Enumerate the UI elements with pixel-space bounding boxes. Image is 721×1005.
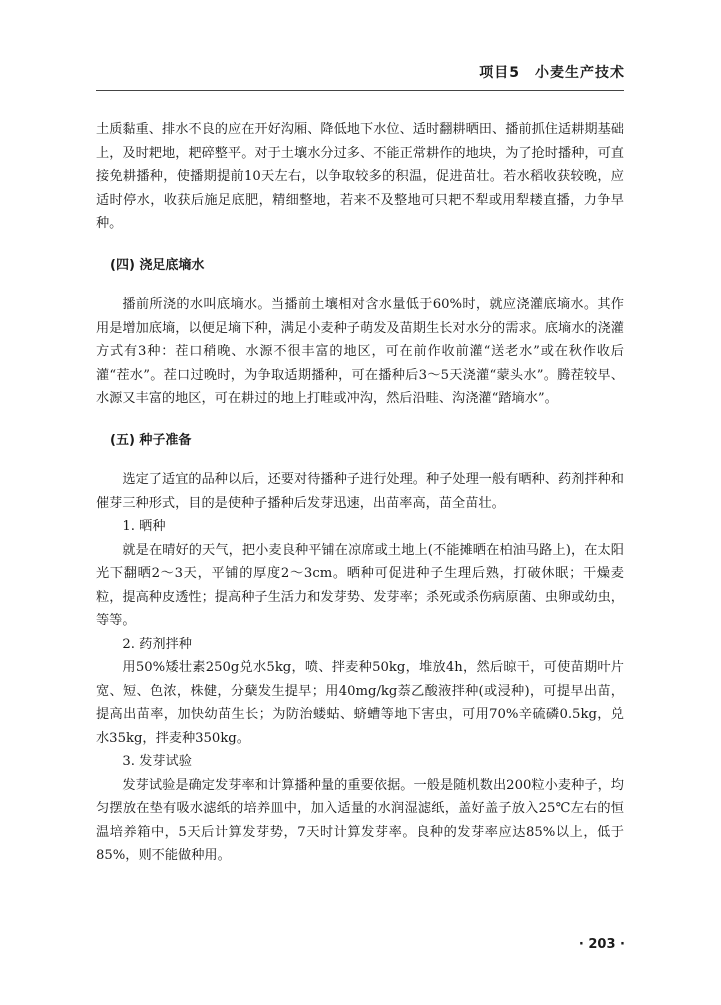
section-heading-5: (五) 种子准备 xyxy=(110,432,192,448)
paragraph-seed-prep: 选定了适宜的品种以后，还要对待播种子进行处理。种子处理一般有晒种、药剂拌种和催芽三种形式，目的是使种子播种后发芽迅速，出苗率高，苗全苗壮。 xyxy=(96,472,624,511)
section-heading-4: (四) 浇足底墒水 xyxy=(110,257,205,273)
paragraph-base-moisture: 播前所浇的水叫底墒水。当播前土壤相对含水量低于60%时，就应浇灌底墒水。其作用是增加底墒，以便足墒下种，满足小麦种子萌发及苗期生长对水分的需求。底墒水的浇灌方式有3种：茬口稍晚、水源不很丰富的地区，可在前作收前灌“送老水”或在秋作收后灌“茬水”。茬口过晚时，为争取适期播种，可在播种后3～5天浇灌“蒙头水”。腾茬较早、水源又丰富的地区，可在耕过的地上打畦或冲沟，然后沿畦、沟浇灌“踏墒水”。 xyxy=(96,297,624,406)
subheading-sun-drying: 1. 晒种 xyxy=(122,519,166,534)
subheading-seed-dressing: 2. 药剂拌种 xyxy=(122,636,192,652)
page-body xyxy=(96,118,624,868)
paragraph-germination-test: 发芽试验是确定发芽率和计算播种量的重要依据。一般是随机数出200粒小麦种子，均匀摆放在垫有吸水滤纸的培养皿中，加入适量的水润湿滤纸，盖好盖子放入25℃左右的恒温培养箱中，5天后计算发芽势，7天时计算发芽率。良种的发芽率应达85%以上，低于85%，则不能做种用。 xyxy=(96,777,624,863)
paragraph-sun-drying: 就是在晴好的天气，把小麦良种平铺在凉席或土地上(不能摊晒在柏油马路上)，在太阳光下翻晒2～3天，平铺的厚度2～3cm。晒种可促进种子生理后熟，打破休眠；干燥麦粒，提高种皮透性；提高种子生活力和发芽势、发芽率；杀死或杀伤病原菌、虫卵或幼虫，等等。 xyxy=(96,542,624,628)
header-rule xyxy=(96,90,624,91)
page-number: · 203 · xyxy=(578,937,625,952)
running-header: 项目5 小麦生产技术 xyxy=(479,65,625,81)
subheading-germination-test: 3. 发芽试验 xyxy=(122,754,192,769)
paragraph-seed-dressing: 用50%矮壮素250g兑水5kg，喷、拌麦种50kg，堆放4h，然后晾干，可使苗期叶片宽、短、色浓，株健，分蘖发生提早；用40mg/kg萘乙酸液拌种(或浸种)，可提早出苗，提高出苗率，加快幼苗生长；为防治蝼蛄、蛴螬等地下害虫，可用70%辛硫磷0.5kg，兑水35kg，拌麦种350kg。 xyxy=(96,660,624,746)
paragraph-continuation: 土质黏重、排水不良的应在开好沟厢、降低地下水位、适时翻耕晒田、播前抓住适耕期基础上，及时耙地，耙碎整平。对于土壤水分过多、不能正常耕作的地块，为了抢时播种，可直接免耕播种，使播期提前10天左右，以争取较多的积温，促进苗壮。若水稻收获较晚，应适时停水，收获后施足底肥，精细整地，若来不及整地可只耙不犁或用犁耧直播，力争早种。 xyxy=(96,122,624,231)
